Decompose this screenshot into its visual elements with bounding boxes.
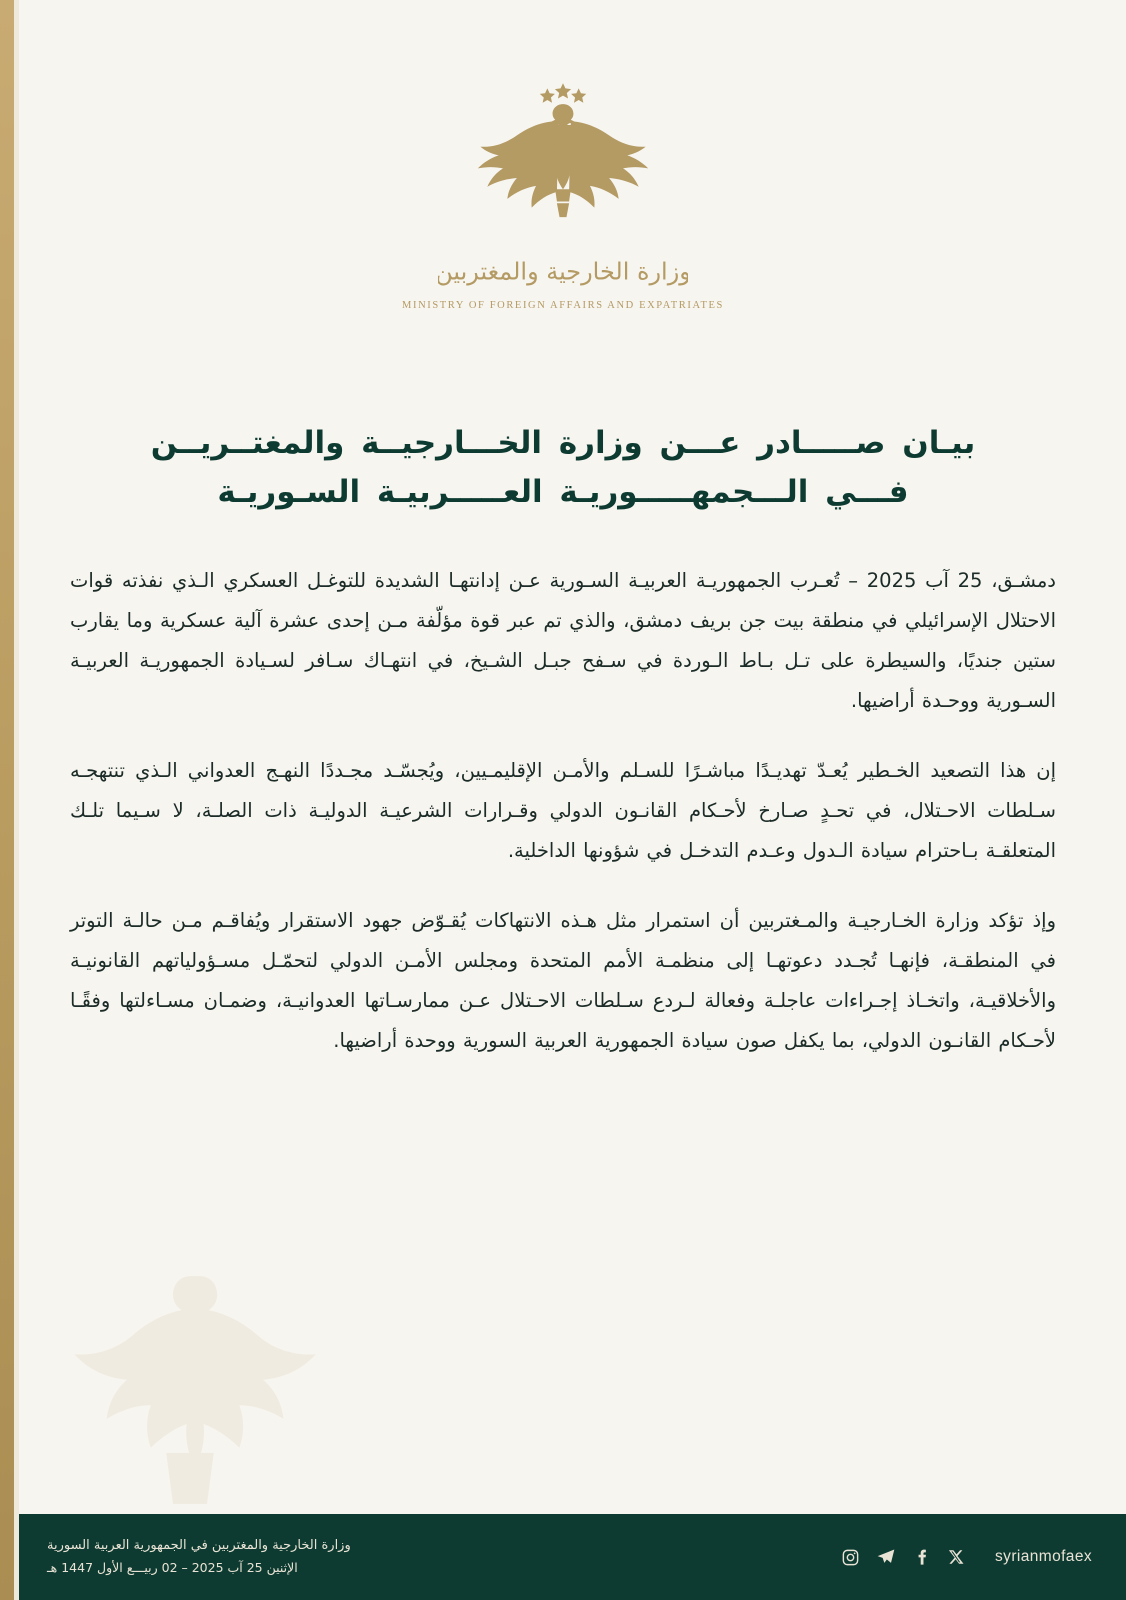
gold-edge-strip — [0, 0, 14, 1600]
x-twitter-icon[interactable] — [947, 1548, 965, 1566]
footer-org-line: وزارة الخارجية والمغتربين في الجمهورية العربية السورية — [47, 1537, 351, 1553]
page-title — [72, 419, 1054, 517]
page-title-line-2: فـــي الـــجمهـــــوريـة العـــــربيـة السـوريـة — [217, 473, 909, 510]
statement-body — [70, 561, 1056, 1061]
footer-info — [47, 1535, 351, 1580]
page-title-line-1: بيـان صـــــادر عـــن وزارة الخـــارجيــة والمغتــريــن — [150, 425, 976, 461]
instagram-icon[interactable] — [841, 1548, 860, 1567]
document-header — [0, 0, 1126, 311]
ministry-name-english: MINISTRY OF FOREIGN AFFAIRS AND EXPATRIATES — [402, 300, 724, 311]
footer-date-line: الإثنين 25 آب 2025 – 02 ربيـــع الأول 1447 هـ — [47, 1560, 298, 1576]
syrian-eagle-emblem — [463, 78, 663, 238]
watermark-emblem — [20, 1240, 360, 1540]
statement-paragraph: وإذ تؤكد وزارة الخـارجيـة والمـغتربين أن استمرار مثل هـذه الانتهاكات يُقـوّض جهود الاستقرار ويُفاقـم مـن حالـة التوتر في المنطقـة، فإنهـا تُجـدد دعوتهـا إلى منظمـة الأمم المتحدة ومجلس الأمـن الدولي لتحمّـل مسـؤولياتهم القانونيـة والأخلاقيـة، واتخـاذ إجـراءات عاجلـة وفعالة لـردع سـلطات الاحـتلال عـن ممارسـاتها العدوانيـة، وضمـان مسـاءلتها وفقًـا لأحـكام القانـون الدولي، بما يكفل صون سيادة الجمهورية العربية السورية ووحدة أراضيها. — [70, 908, 1056, 1052]
statement-paragraph: دمشـق، 25 آب 2025 – تُعـرب الجمهوريـة العربيـة السـورية عـن إدانتهـا الشديدة للتوغـل العسكري الـذي نفذته قوات الاحتلال الإسرائيلي في منطقة بيت جن بريف دمشق، والذي تم عبر قوة مؤلّفة مـن إحدى عشرة آلية عسكرية وما يقارب ستين جنديًا، والسيطرة على تـل بـاط الـوردة في سـفح جبـل الشـيخ، في انتهـاك سـافر لسـيادة الجمهوريـة العربيـة السـورية ووحـدة أراضيها. — [70, 568, 1056, 712]
social-links — [841, 1547, 1092, 1567]
statement-paragraph: إن هذا التصعيد الخـطير يُعـدّ تهديـدًا مباشـرًا للسـلم والأمـن الإقليمـيين، ويُجسّـد مجـددًا النهـج العدواني الـذي تنتهجـه سـلطات الاحـتلال، في تحـدٍ صـارخ لأحـكام القانـون الدولي وقـرارات الشرعيـة الدوليـة ذات الصلـة، لا سـيما تلـك المتعلقـة بـاحترام سيادة الـدول وعـدم التدخـل في شؤونها الداخلية. — [70, 758, 1056, 862]
facebook-icon[interactable] — [912, 1548, 931, 1567]
telegram-icon[interactable] — [876, 1547, 896, 1567]
social-handle[interactable]: syrianmofaex — [995, 1548, 1092, 1565]
document-footer — [19, 1514, 1126, 1600]
ministry-name-arabic-text: وزارة الخارجية والمغتربين — [438, 257, 688, 286]
edge-strip-inner — [14, 0, 19, 1600]
ministry-name-arabic-calligraphy — [438, 248, 688, 294]
